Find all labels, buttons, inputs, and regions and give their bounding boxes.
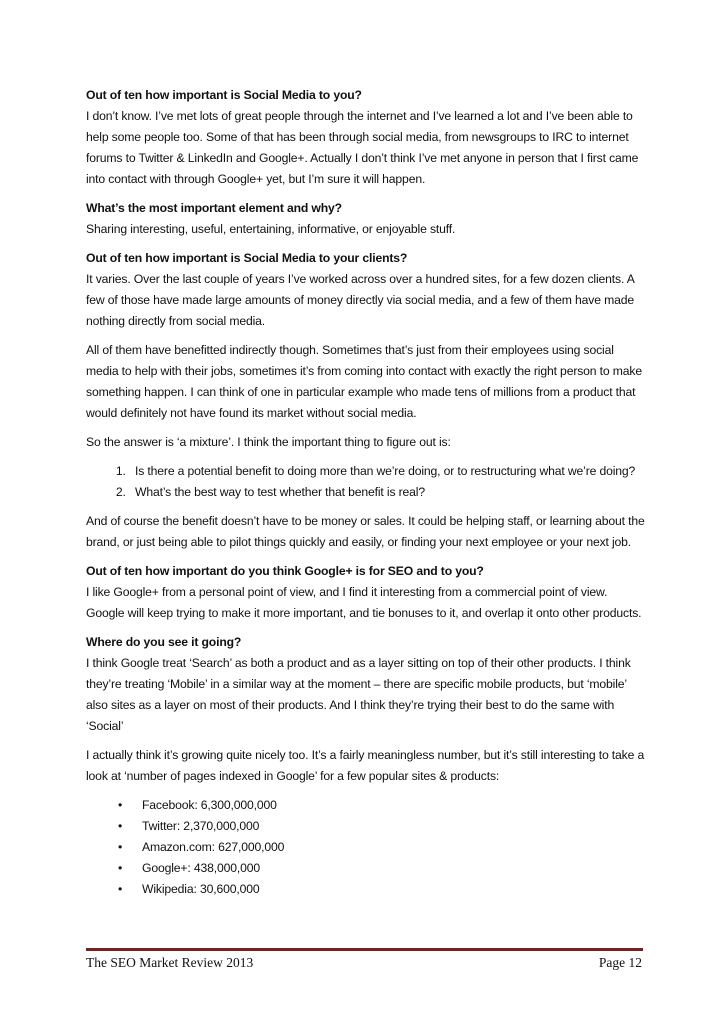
paragraph-benefit-money: And of course the benefit doesn’t have to be money or sales. It could be helping staff, or learning about the brand, or just being able to pilot things quickly and easily, or finding your next employee or your next job. [86,514,645,549]
list-item-text: Facebook: 6,300,000,000 [142,798,277,812]
list-item: 2. What’s the best way to test whether that benefit is real? [129,482,646,503]
question-heading: What’s the most important element and why? [86,201,342,215]
paragraph-growing: I actually think it’s growing quite nicely too. It’s a fairly meaningless number, but it’s still interesting to take a look at ‘number of pages indexed in Google’ for a few popular sites & products: [86,748,645,783]
list-item: 1. Is there a potential benefit to doing more than we’re doing, or to restructuring what we’re doing? [129,461,646,482]
question-heading: Out of ten how important is Social Media to your clients? [86,251,408,265]
bullet-list [86,795,646,900]
question-heading: Out of ten how important is Social Media to you? [86,88,362,102]
bullet-icon: • [118,819,123,833]
list-item [118,837,646,858]
question-heading: Where do you see it going? [86,635,242,649]
list-item-text: Google+: 438,000,000 [142,861,260,875]
list-item-text: Wikipedia: 30,600,000 [142,882,260,896]
list-item-text: Amazon.com: 627,000,000 [142,840,285,854]
answer-text: It varies. Over the last couple of years I’ve worked across over a hundred sites, for a few dozen clients. A few of those have made large amounts of money directly via social media, and a few of them have made nothing directly from social media. [86,272,635,328]
page-content [86,85,646,908]
bullet-icon: • [118,840,123,854]
answer-text: Sharing interesting, useful, entertaining, informative, or enjoyable stuff. [86,222,456,236]
page-number: Page 12 [598,955,642,970]
question-heading: Out of ten how important do you think Google+ is for SEO and to you? [86,564,484,578]
list-item-text: Twitter: 2,370,000,000 [142,819,260,833]
bullet-icon: • [118,798,123,812]
footer-title: The SEO Market Review 2013 [86,955,254,970]
qa-social-media-you [86,85,646,190]
list-item [118,816,646,837]
footer-divider [86,948,643,951]
qa-where-going [86,632,646,737]
qa-important-element [86,198,646,240]
list-item [118,795,646,816]
bullet-icon: • [118,882,123,896]
list-item [118,858,646,879]
list-item [118,879,646,900]
answer-text: I like Google+ from a personal point of view, and I find it interesting from a commercial point of view. Google will keep trying to make it more important, and tie bonuses to it, and overlap it onto other products. [86,585,642,620]
answer-text: I don’t know. I’ve met lots of great people through the internet and I’ve learned a lot and I’ve been able to help some people too. Some of that has been through social media, from newsgroups to IRC to internet forums to Twitter & LinkedIn and Google+. Actually I don’t think I’ve met anyone in person that I first came into contact with through Google+ yet, but I’m sure it will happen. [86,109,639,186]
numbered-list [86,461,646,503]
qa-social-media-clients [86,248,646,332]
bullet-icon: • [118,861,123,875]
answer-text: I think Google treat ‘Search’ as both a product and as a layer sitting on top of their other products. I think they’re treating ‘Mobile’ in a similar way at the moment – there are specific mobile products, but ‘mobile’ also sites as a layer on most of their products. And I think they’re trying their best to do the same with ‘Social’ [86,656,631,733]
qa-google-plus-seo [86,561,646,624]
paragraph-benefitted: All of them have benefitted indirectly though. Sometimes that’s just from their employees using social media to help with their jobs, sometimes it’s from coming into contact with exactly the right person to make something happen. I can think of one in particular example who made tens of millions from a product that would definitely not have found its market without social media. [86,343,642,420]
paragraph-mixture: So the answer is ‘a mixture’. I think the important thing to figure out is: [86,435,451,449]
